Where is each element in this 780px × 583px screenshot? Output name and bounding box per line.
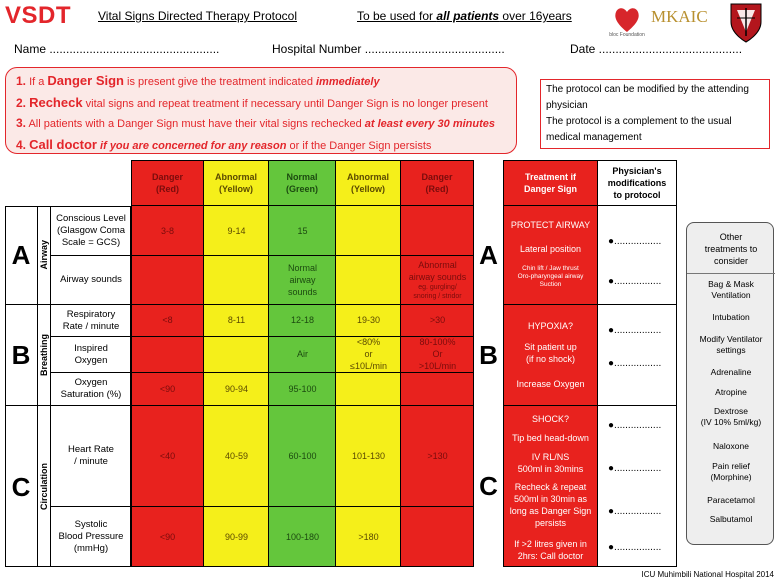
param-inspired-oxygen: Inspired Oxygen: [51, 336, 131, 372]
protocol-note: [540, 79, 770, 149]
physician-entry[interactable]: ●.................: [608, 506, 662, 517]
usage-line: [357, 9, 572, 23]
date-field[interactable]: Date ...........................................: [570, 42, 743, 56]
sat-danger: <90: [159, 383, 176, 394]
param-systolic-bp: Systolic Blood Pressure (mmHg): [51, 506, 131, 567]
other-treatments-box: [686, 222, 774, 545]
section-a-letter-2: A: [479, 240, 498, 270]
physician-entry[interactable]: ●.................: [608, 236, 662, 247]
airway-normal: Normal airway sounds: [287, 262, 318, 297]
header-normal-green: Normal (Green): [269, 160, 336, 206]
treatment-a-1: PROTECT AIRWAY: [510, 220, 591, 230]
sbp-abnormal-2: >180: [358, 531, 379, 542]
sbp-abnormal: 90-99: [224, 531, 249, 542]
other-item: Adrenaline: [710, 367, 752, 377]
treatment-divider: [503, 405, 598, 406]
header-danger-red-2: Danger (Red): [401, 160, 474, 206]
row-divider: [131, 372, 474, 373]
other-item: Salbutamol: [709, 514, 753, 524]
param-heart-rate: Heart Rate / minute: [51, 405, 131, 506]
footer-credit: ICU Muhimbili National Hospital 2014: [641, 570, 774, 579]
circulation-label: Circulation: [37, 405, 51, 567]
airway-danger-examples: eg. gurgling/ snoring / stridor: [413, 283, 462, 300]
treatment-a-2: Lateral position: [519, 244, 582, 254]
hr-danger: <40: [159, 450, 176, 461]
physician-entry[interactable]: ●.................: [608, 276, 662, 287]
row-divider: [131, 405, 474, 406]
header-abnormal-yellow: Abnormal (Yellow): [204, 160, 269, 206]
param-resp-rate: Respiratory Rate / minute: [51, 304, 131, 336]
physician-entry[interactable]: ●.................: [608, 420, 662, 431]
usage-prefix: To be used for: [357, 9, 437, 23]
airway-label: Airway: [37, 206, 51, 304]
treatment-a-3: Chin lift / Jaw thrust Oro-pharyngeal airway Suction: [517, 265, 584, 288]
instruction-2: 2. Recheck vital signs and repeat treatment if necessary until Danger Sign is no longer present: [16, 94, 488, 110]
physician-entry[interactable]: ●.................: [608, 358, 662, 369]
other-item: Paracetamol: [707, 495, 755, 505]
physician-divider: [598, 304, 677, 305]
sbp-danger: <90: [159, 531, 176, 542]
sat-abnormal: 90-94: [224, 383, 249, 394]
gcs-abnormal: 9-14: [227, 225, 246, 236]
other-treatments-title: Other treatments to consider: [704, 232, 758, 266]
physician-entry[interactable]: ●.................: [608, 463, 662, 474]
breathing-label: Breathing: [37, 304, 51, 405]
other-item: Modify Ventilator settings: [699, 334, 763, 355]
section-a-letter: A: [11, 240, 31, 270]
section-c-letter-2: C: [479, 471, 498, 501]
page-title: VSDT: [5, 2, 72, 29]
hr-abnormal-2: 101-130: [351, 450, 386, 461]
treatment-c-3: IV RL/NS 500ml in 30mins: [517, 452, 584, 474]
note-line-1: The protocol can be modified by the attending physician: [546, 84, 749, 111]
sat-normal: 95-100: [288, 383, 317, 394]
resp-normal: 12-18: [290, 315, 315, 325]
instruction-3: 3. All patients with a Danger Sign must have their vital signs rechecked at least every 30 minutes: [16, 116, 495, 130]
resp-abnormal: 8-11: [227, 315, 246, 325]
header-danger-red: Danger (Red): [131, 160, 204, 206]
treatment-b-2: Sit patient up (if no shock): [524, 342, 577, 364]
param-airway-sounds: Airway sounds: [51, 255, 131, 304]
resp-danger: <8: [162, 315, 173, 325]
other-item: Pain relief (Morphine): [710, 461, 752, 482]
crest-logo-icon: [727, 0, 765, 44]
other-item: Bag & Mask Ventilation: [708, 279, 754, 300]
sbp-normal: 100-180: [285, 531, 320, 542]
other-item: Intubation: [712, 312, 750, 322]
instructions-box: [5, 67, 517, 154]
row-divider: [131, 255, 474, 256]
physician-entry[interactable]: ●.................: [608, 325, 662, 336]
row-divider: [131, 304, 474, 305]
gcs-normal: 15: [297, 225, 308, 236]
treatment-b-1: HYPOXIA?: [527, 321, 574, 331]
section-b-letter: B: [5, 304, 37, 405]
other-item: Atropine: [715, 387, 747, 397]
header-treatment: Treatment if Danger Sign: [503, 160, 598, 206]
oxygen-normal: Air: [297, 349, 308, 359]
usage-emphasis: all patients: [436, 9, 500, 23]
section-b-letter-2: B: [479, 339, 498, 370]
physician-entry[interactable]: ●.................: [608, 542, 662, 553]
treatment-divider: [503, 304, 598, 305]
gcs-danger: 3-8: [160, 225, 174, 236]
physician-divider: [598, 405, 677, 406]
protocol-title: Vital Signs Directed Therapy Protocol: [98, 9, 297, 23]
other-item: Naloxone: [713, 441, 749, 451]
oxygen-danger-2: 80-100% Or >10L/min: [418, 337, 457, 371]
other-item: Dextrose (IV 10% 5ml/kg): [700, 406, 762, 427]
treatment-c-5: If >2 litres given in 2hrs: Call doctor: [514, 539, 587, 561]
note-line-2: The protocol is a complement to the usual medical management: [546, 116, 732, 143]
hr-abnormal: 40-59: [224, 450, 249, 461]
oxygen-abnormal-2: <80% or ≤10L/min: [350, 337, 387, 371]
instruction-1: 1. If a Danger Sign is present give the treatment indicated immediately: [16, 73, 380, 88]
heart-logo-icon: [609, 2, 645, 38]
treatment-c-1: SHOCK?: [531, 414, 569, 424]
instruction-4: 4. Call doctor if you are concerned for any reason or if the Danger Sign persists: [16, 136, 432, 152]
param-oxygen-sat: Oxygen Saturation (%): [51, 372, 131, 405]
svg-text:bloc Foundation: bloc Foundation: [609, 32, 645, 38]
param-gcs: Conscious Level (Glasgow Coma Scale = GCS): [56, 212, 126, 248]
hospital-number-field[interactable]: Hospital Number ..........................................: [272, 42, 505, 56]
hr-danger-2: >130: [427, 450, 448, 461]
treatment-c-4: Recheck & repeat 500ml in 30min as long as Danger Sign persists: [509, 482, 592, 528]
name-field[interactable]: Name ...................................................: [14, 42, 220, 56]
other-divider: [687, 273, 775, 274]
row-divider: [131, 506, 474, 507]
resp-abnormal-2: 19-30: [356, 315, 381, 325]
airway-danger-label: Abnormal airway sounds: [408, 259, 467, 282]
hr-normal: 60-100: [288, 450, 317, 461]
header-physician: Physician's modifications to protocol: [598, 160, 677, 206]
treatment-c-2: Tip bed head-down: [512, 433, 589, 443]
section-c-letter: C: [5, 405, 37, 567]
resp-danger-2: >30: [429, 315, 446, 325]
row-divider: [131, 336, 474, 337]
airway-danger: [401, 255, 474, 304]
mkaic-logo: MKAIC: [651, 7, 708, 26]
usage-suffix: over 16years: [499, 9, 572, 23]
treatment-b-3: Increase Oxygen: [516, 379, 585, 389]
header-abnormal-yellow-2: Abnormal (Yellow): [336, 160, 401, 206]
